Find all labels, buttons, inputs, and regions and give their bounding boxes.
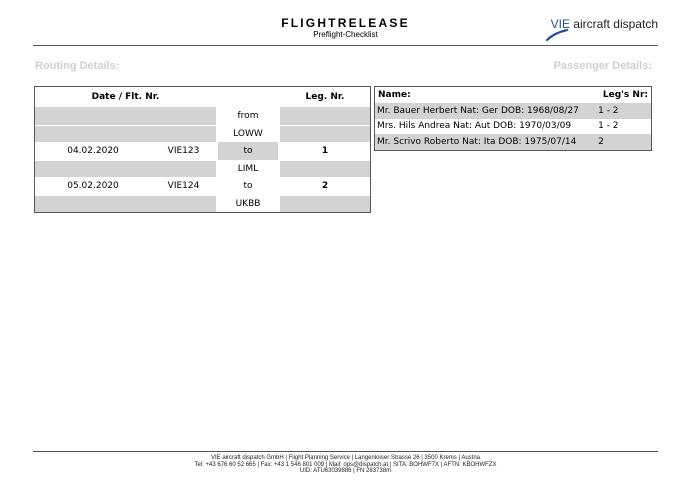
passenger-name: Mr. Bauer Herbert Nat: Ger DOB: 1968/08/27 (375, 103, 596, 119)
leg-cell (280, 107, 370, 125)
table-row (375, 103, 651, 119)
leg-cell (280, 195, 370, 213)
route-cell: LOWW (216, 125, 280, 143)
leg-cell (280, 125, 370, 143)
passenger-details-label: Passenger Details: (553, 60, 652, 72)
footer-line-company: VIE aircraft dispatch GmbH | Flight Planning Service | Langenloiser Strasse 26 | 3500 Krems | Austria (210, 455, 481, 461)
logo-rest: aircraft dispatch (569, 17, 658, 31)
table-row (35, 177, 370, 195)
leg-header: Leg. Nr. (280, 87, 370, 107)
footer (33, 451, 658, 475)
route-cell: from (216, 107, 280, 125)
passenger-legs: 2 (596, 134, 651, 150)
table-row (35, 125, 370, 143)
date-cell: 04.02.2020 (67, 145, 119, 156)
table-row (35, 195, 370, 213)
leg-cell: 2 (321, 180, 329, 191)
name-header: Name: (378, 90, 411, 100)
route-cell: LIML (216, 160, 280, 178)
logo-vie: VIE (550, 17, 570, 31)
flt-cell: VIE123 (167, 145, 200, 156)
table-row (375, 134, 651, 150)
date-cell (35, 195, 151, 213)
routing-table (34, 86, 371, 213)
date-cell (35, 107, 151, 125)
flt-cell: VIE124 (167, 180, 200, 191)
date-cell (35, 160, 151, 178)
table-row (35, 107, 370, 125)
date-flt-header: Date / Flt. Nr. (35, 87, 216, 107)
logo-swoosh-icon (546, 29, 568, 41)
footer-line-contact: Tel: +43 676 60 52 665 | Fax: +43 1 546 801 009 | Mail: ops@dispatch.at | SITA: BOHWF7X | AFTN: KBOHWFZX (194, 461, 497, 468)
company-logo (540, 17, 658, 43)
route-cell: to (216, 142, 280, 160)
flt-cell (151, 195, 216, 213)
passenger-name: Mr. Scrivo Roberto Nat: Ita DOB: 1975/07/14 (375, 134, 596, 150)
table-row (375, 119, 651, 135)
header (33, 16, 658, 46)
document-subtitle: Preflight-Checklist (313, 30, 378, 39)
date-cell (35, 125, 151, 143)
passenger-legs: 1 - 2 (598, 121, 619, 132)
table-row (35, 160, 370, 178)
passenger-legs: 1 - 2 (596, 103, 651, 119)
document-title: FLIGHTRELEASE (281, 16, 410, 30)
mid-header (216, 87, 280, 107)
route-cell: UKBB (216, 195, 280, 213)
passenger-table (374, 86, 652, 151)
flt-cell (151, 160, 216, 178)
legs-header: Leg's Nr: (602, 90, 648, 100)
passenger-header-row (375, 87, 651, 103)
leg-cell (280, 160, 370, 178)
table-row (35, 142, 370, 160)
passenger-name: Mrs. Hils Andrea Nat: Aut DOB: 1970/03/09 (377, 121, 572, 132)
route-cell: to (216, 177, 280, 195)
flt-cell (151, 107, 216, 125)
routing-details-label: Routing Details: (35, 60, 120, 72)
routing-header-row (35, 87, 370, 107)
date-cell: 05.02.2020 (67, 180, 119, 191)
leg-cell: 1 (321, 145, 329, 156)
flt-cell (151, 125, 216, 143)
footer-line-registration: UID: ATU63039886 | FN 283738m (299, 468, 392, 474)
